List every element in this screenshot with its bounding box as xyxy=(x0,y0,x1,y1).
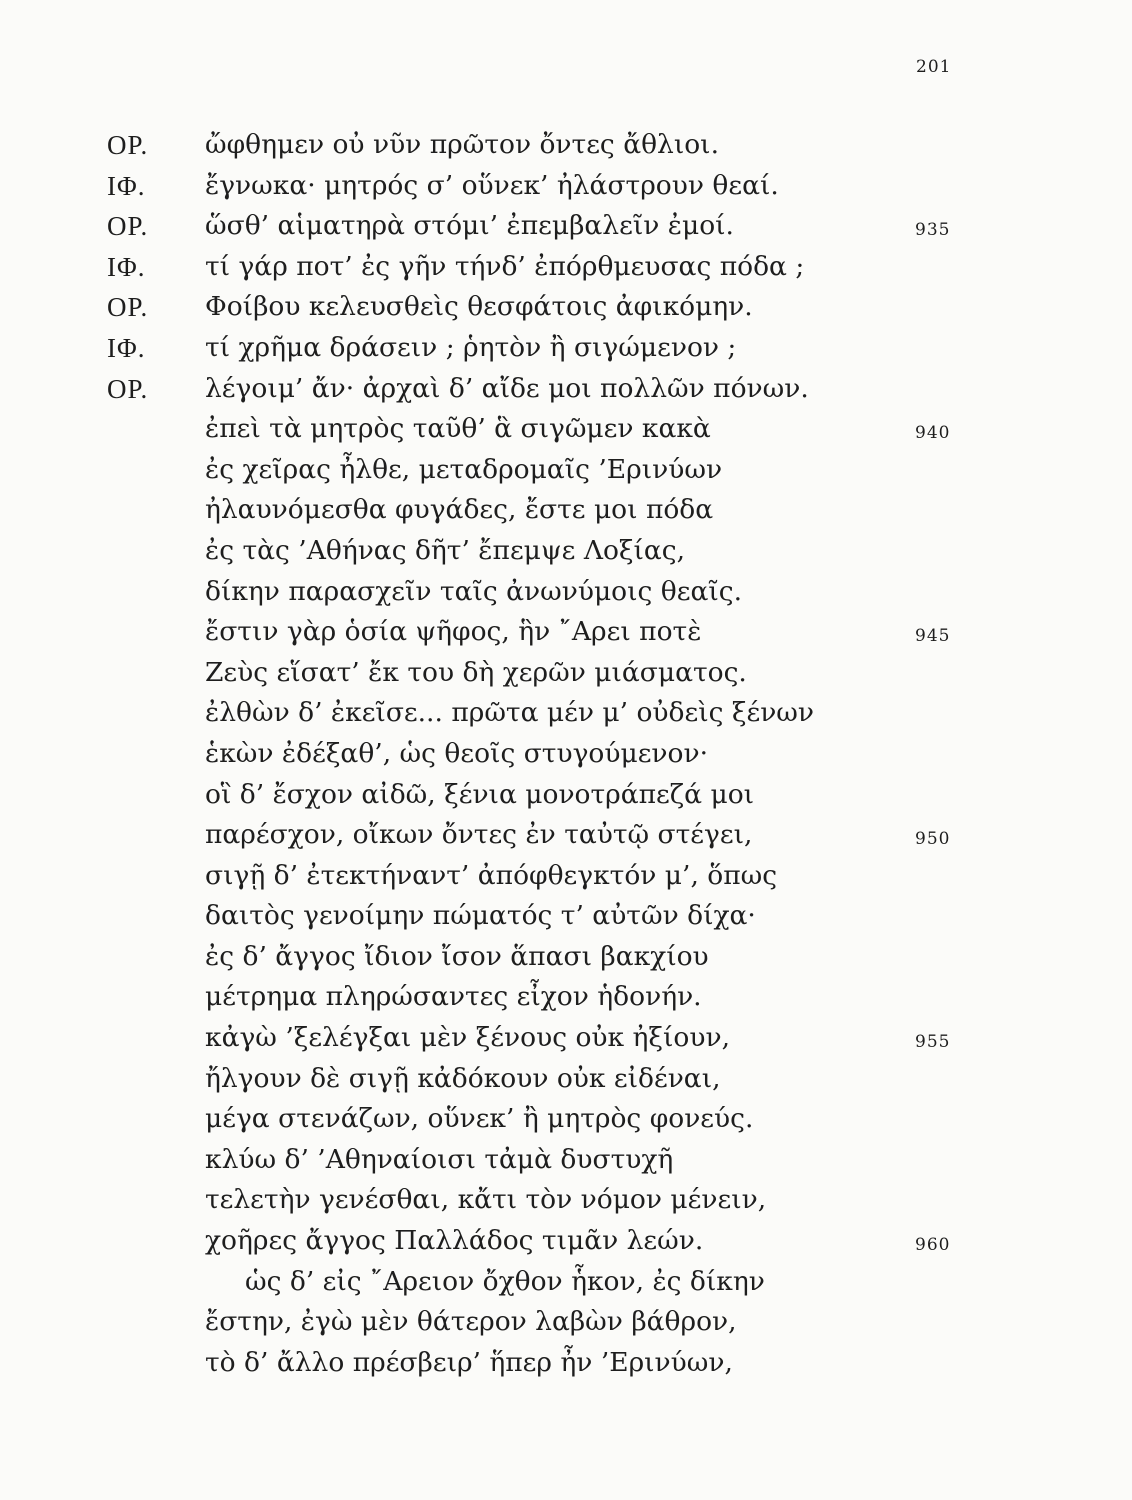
verse-text: λέγοιμ’ ἄν· ἀρχαὶ δ’ αἴδε μοι πολλῶν πόνων. xyxy=(205,372,809,404)
verse-line xyxy=(0,937,1132,978)
verse-line xyxy=(0,1059,1132,1100)
verse-text: ἐς χεῖρας ἦλθε, μεταδρομαῖς ’Ερινύων xyxy=(205,453,723,485)
verse-line xyxy=(0,977,1132,1018)
verse-text: δαιτὸς γενοίμην πώματός τ’ αὐτῶν δίχα· xyxy=(205,900,756,932)
line-number: 940 xyxy=(915,423,951,444)
verse-line xyxy=(0,896,1132,937)
verse-text: ἔστιν γὰρ ὁσία ψῆφος, ἣν ῎Αρει ποτὲ xyxy=(205,616,702,648)
speaker-label: OP. xyxy=(107,373,149,404)
verse-line xyxy=(0,287,1132,328)
verse-line xyxy=(0,206,1132,247)
verse-text: σιγῇ δ’ ἐτεκτήναντ’ ἀπόφθεγκτόν μ’, ὅπως xyxy=(205,859,778,891)
verse-text: ἐς δ’ ἄγγος ἴδιον ἴσον ἅπασι βακχίου xyxy=(205,940,709,972)
speaker-label: OP. xyxy=(107,130,149,160)
verse-line xyxy=(0,125,1132,166)
verse-line xyxy=(0,693,1132,734)
verse-line xyxy=(0,1262,1132,1303)
verse-text: ἑκὼν ἐδέξαθ’, ὡς θεοῖς στυγούμενον· xyxy=(205,737,709,769)
verse-text: μέτρημα πληρώσαντες εἶχον ἡδονήν. xyxy=(205,981,702,1013)
verse-line xyxy=(0,856,1132,897)
verse-text: τὸ δ’ ἄλλο πρέσβειρ’ ἥπερ ἦν ’Ερινύων, xyxy=(205,1346,733,1378)
line-number: 950 xyxy=(915,829,951,850)
verse-line xyxy=(0,1099,1132,1140)
verse-text: οἳ δ’ ἔσχον αἰδῶ, ξένια μονοτράπεζά μοι xyxy=(205,778,755,810)
verse-text: ἐλθὼν δ’ ἐκεῖσε... πρῶτα μέν μ’ οὐδεὶς ξένων xyxy=(205,697,815,729)
verse-line xyxy=(0,166,1132,207)
verse-text: δίκην παρασχεῖν ταῖς ἀνωνύμοις θεαῖς. xyxy=(205,575,743,607)
speaker-label: OP. xyxy=(107,211,149,242)
verse-line xyxy=(0,612,1132,653)
speaker-label: IΦ. xyxy=(107,251,146,282)
speaker-label: OP. xyxy=(107,292,149,323)
verse-text: ἐπεὶ τὰ μητρὸς ταῦθ’ ἃ σιγῶμεν κακὰ xyxy=(205,413,711,445)
verse-line xyxy=(0,369,1132,410)
verse-text: χοῆρες ἄγγος Παλλάδος τιμᾶν λεών. xyxy=(205,1225,704,1257)
verse-line xyxy=(0,1140,1132,1181)
verse-text: τί χρῆμα δράσειν ; ῥητὸν ἢ σιγώμενον ; xyxy=(205,331,737,363)
line-number: 935 xyxy=(915,220,951,241)
verse-line xyxy=(0,247,1132,288)
verse-line xyxy=(0,653,1132,694)
verse-text: κλύω δ’ ’Αθηναίοισι τἀμὰ δυστυχῆ xyxy=(205,1143,674,1175)
verse-line xyxy=(0,775,1132,816)
verse-text: ὥσθ’ αἱματηρὰ στόμι’ ἐπεμβαλεῖν ἐμοί. xyxy=(205,210,734,242)
verse-text: ἠλαυνόμεσθα φυγάδες, ἔστε μοι πόδα xyxy=(205,494,714,526)
verse-text: Φοίβου κελευσθεὶς θεσφάτοις ἀφικόμην. xyxy=(205,291,753,323)
verse-line xyxy=(0,1018,1132,1059)
page-number: 201 xyxy=(916,57,952,77)
line-number: 945 xyxy=(915,626,951,647)
verse-line xyxy=(0,815,1132,856)
verse-text: τί γάρ ποτ’ ἐς γῆν τήνδ’ ἐπόρθμευσας πόδα ; xyxy=(205,250,805,282)
verse-text: ἔστην, ἐγὼ μὲν θάτερον λαβὼν βάθρον, xyxy=(205,1306,737,1338)
verse-text: ὡς δ’ εἰς ῎Αρειον ὄχθον ἧκον, ἐς δίκην xyxy=(245,1265,765,1297)
verse-text: ἔγνωκα· μητρός σ’ οὕνεκ’ ἠλάστρουν θεαί. xyxy=(205,169,779,201)
verse-line xyxy=(0,328,1132,369)
speaker-label: IΦ. xyxy=(107,170,146,201)
line-number: 960 xyxy=(915,1235,951,1256)
verse-block xyxy=(0,125,1132,1383)
verse-text: Ζεὺς εἵσατ’ ἔκ του δὴ χερῶν μιάσματος. xyxy=(205,656,747,688)
verse-line xyxy=(0,1221,1132,1262)
verse-line xyxy=(0,409,1132,450)
verse-text: παρέσχον, οἴκων ὄντες ἐν ταὐτῷ στέγει, xyxy=(205,819,753,851)
verse-line xyxy=(0,1302,1132,1343)
verse-text: ἐς τὰς ’Αθήνας δῆτ’ ἔπεμψε Λοξίας, xyxy=(205,534,686,566)
speaker-label: IΦ. xyxy=(107,332,146,363)
verse-line xyxy=(0,572,1132,613)
verse-text: μέγα στενάζων, οὕνεκ’ ἢ μητρὸς φονεύς. xyxy=(205,1103,754,1135)
verse-line xyxy=(0,1343,1132,1384)
line-number: 955 xyxy=(915,1032,951,1053)
verse-text: ὤφθημεν οὐ νῦν πρῶτον ὄντες ἄθλιοι. xyxy=(205,129,719,160)
verse-text: ἤλγουν δὲ σιγῇ κἀδόκουν οὐκ εἰδέναι, xyxy=(205,1062,721,1094)
verse-text: τελετὴν γενέσθαι, κἄτι τὸν νόμον μένειν, xyxy=(205,1184,767,1216)
verse-line xyxy=(0,734,1132,775)
verse-text: κἀγὼ ’ξελέγξαι μὲν ξένους οὐκ ἠξίουν, xyxy=(205,1022,730,1054)
verse-line xyxy=(0,1180,1132,1221)
verse-line xyxy=(0,531,1132,572)
verse-line xyxy=(0,450,1132,491)
verse-line xyxy=(0,490,1132,531)
